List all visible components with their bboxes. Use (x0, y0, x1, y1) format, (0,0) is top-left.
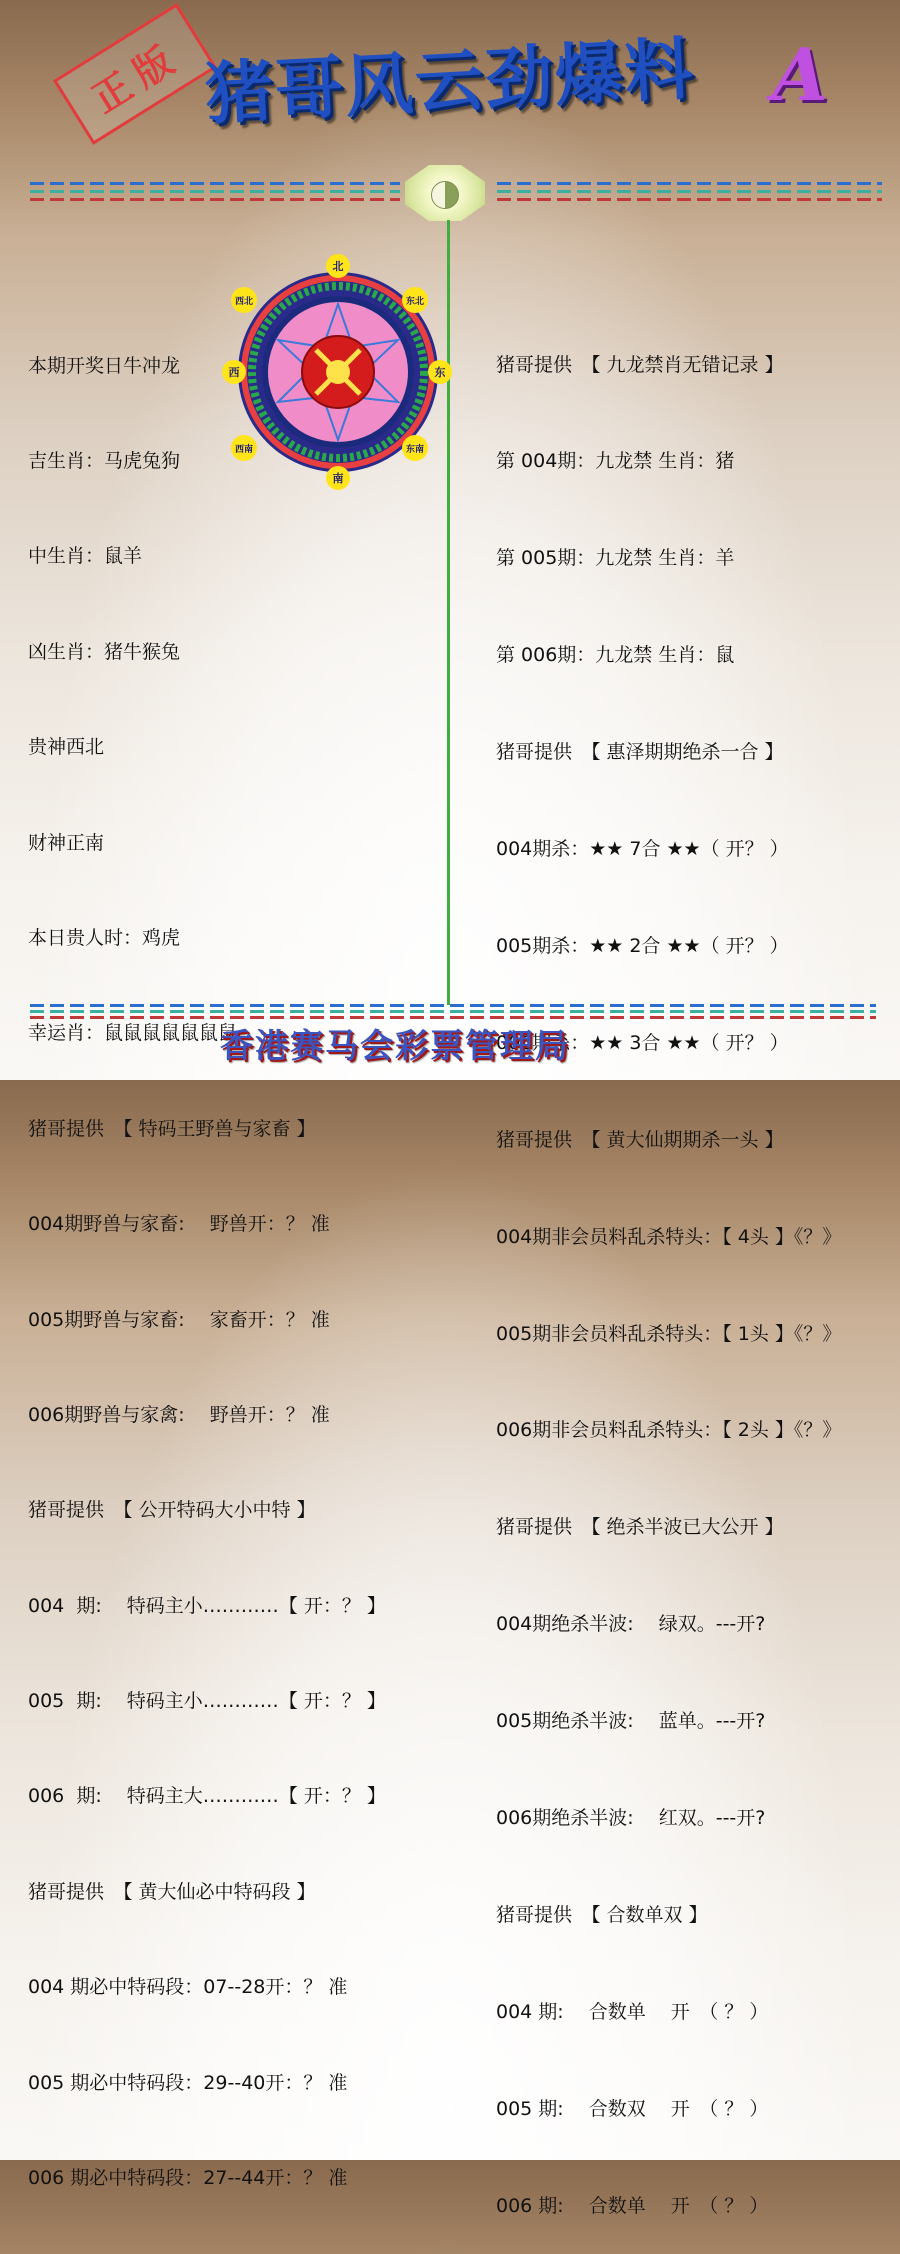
yin-yang-icon (431, 181, 459, 209)
left-line: 004 期: 特码主小…………【 开：？ 】 (28, 1594, 386, 1617)
left-line: 吉生肖：马虎兔狗 (28, 449, 181, 472)
left-line: 本日贵人时：鸡虎 (28, 926, 181, 949)
compass-label-nw: 西北 (234, 297, 254, 307)
section-heading: 猪哥提供 【 惠泽期期绝杀一合 】 (496, 741, 784, 764)
left-line: 004期野兽与家畜: 野兽开：？ 准 (28, 1213, 330, 1236)
left-line: 005期野兽与家畜: 家畜开：？ 准 (28, 1308, 330, 1331)
right-line: 004 期: 合数单 开 （ ？ ） (496, 2000, 769, 2023)
left-line: 中生肖：鼠羊 (28, 545, 143, 568)
left-line: 凶生肖：猪牛猴兔 (28, 640, 181, 663)
right-line: 第 006期：九龙禁 生肖：鼠 (496, 644, 735, 667)
left-line: 004 期必中特码段：07--28开：？ 准 (28, 1976, 348, 1999)
section-heading: 猪哥提供 【 九龙禁肖无错记录 】 (496, 353, 784, 376)
footer-issuer: 香港赛马会彩票管理局 (220, 1026, 570, 1065)
left-line: 006期野兽与家禽: 野兽开：？ 准 (28, 1403, 330, 1426)
compass-label-sw: 西南 (234, 445, 254, 455)
section-heading: 猪哥提供 【 合数单双 】 (496, 1903, 708, 1926)
left-line: 006 期必中特码段：27--44开：？ 准 (28, 2167, 348, 2190)
compass-label-s: 南 (332, 472, 344, 485)
left-line: 005 期: 特码主小…………【 开：？ 】 (28, 1690, 386, 1713)
right-line: 第 005期：九龙禁 生肖：羊 (496, 547, 735, 570)
section-heading: 猪哥提供 【 黄大仙必中特码段 】 (28, 1880, 316, 1903)
right-line: 006期绝杀半波: 红双。---开? (496, 1806, 766, 1829)
right-line: 005 期: 合数双 开 （ ？ ） (496, 2097, 769, 2120)
right-line: 第 004期：九龙禁 生肖：猪 (496, 450, 735, 473)
section-heading: 猪哥提供 【 公开特码大小中特 】 (28, 1499, 316, 1522)
compass-label-se: 东南 (405, 445, 425, 455)
section-heading: 猪哥提供 【 绝杀半波已大公开 】 (496, 1516, 784, 1539)
compass-label-ne: 东北 (405, 297, 425, 307)
right-line: 004期杀：★★ 7合 ★★（ 开？ ） (496, 838, 789, 861)
right-column (496, 284, 841, 2254)
right-line: 006期杀：★★ 3合 ★★（ 开？ ） (496, 1031, 789, 1054)
page-title: 猪哥风云劲爆料 (203, 29, 697, 135)
edition-letter: A (772, 32, 828, 117)
right-line: 005期杀：★★ 2合 ★★（ 开？ ） (496, 934, 789, 957)
section-heading: 猪哥提供 【 黄大仙期期杀一头 】 (496, 1128, 784, 1151)
authentic-stamp (53, 3, 217, 145)
left-line: 005 期必中特码段：29--40开：？ 准 (28, 2071, 348, 2094)
left-line: 本期开奖日牛冲龙 (28, 354, 181, 377)
right-line: 005期非会员料乱杀特头：【 1头 】《？》 (496, 1322, 842, 1345)
right-line: 006 期: 合数单 开 （ ？ ） (496, 2194, 769, 2217)
compass-label-n: 北 (332, 260, 344, 273)
right-line: 004期绝杀半波: 绿双。---开? (496, 1613, 766, 1636)
left-line: 贵神西北 (28, 736, 105, 759)
section-heading: 猪哥提供 【 特码王野兽与家畜 】 (28, 1117, 316, 1140)
compass-label-e: 东 (434, 366, 446, 379)
left-line: 财神正南 (28, 831, 105, 854)
left-line: 006 期: 特码主大…………【 开：？ 】 (28, 1785, 386, 1808)
stamp-text: 正版 (83, 32, 190, 122)
right-line: 004期非会员料乱杀特头：【 4头 】《？》 (496, 1225, 842, 1248)
right-line: 005期绝杀半波: 蓝单。---开? (496, 1710, 766, 1733)
right-line: 006期非会员料乱杀特头：【 2头 】《？》 (496, 1419, 842, 1442)
left-column (28, 287, 386, 2227)
compass-label-w: 西 (228, 366, 240, 379)
left-line: 幸运肖：鼠鼠鼠鼠鼠鼠鼠 (28, 1022, 238, 1045)
